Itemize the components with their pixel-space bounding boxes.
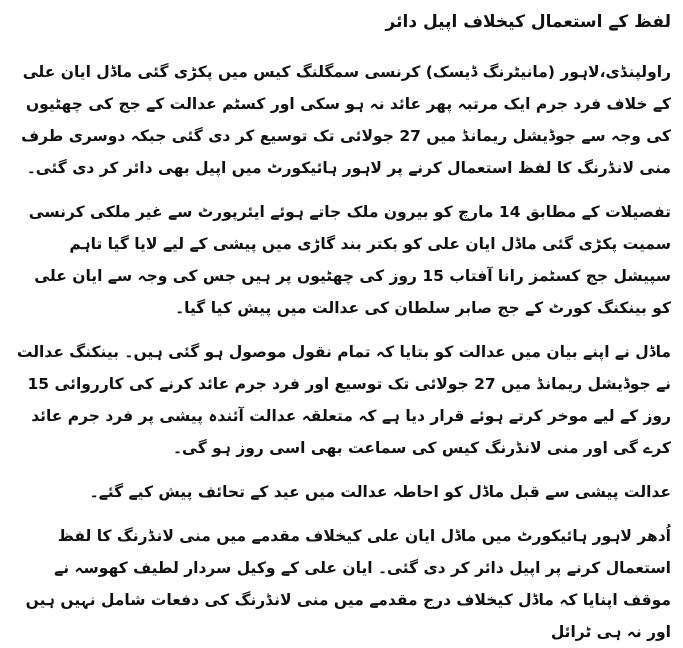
article-paragraph: عدالت پیشی سے قبل ماڈل کو احاطہ عدالت میں عید کے تحائف پیش کیے گئے۔	[89, 483, 671, 501]
article-paragraph: راولپنڈی،لاہور (مانیٹرنگ ڈیسک) کرنسی سمگلنگ کیس میں پکڑی گئی ماڈل ایان علی کے خلاف فرد جرم ایک مرتبہ پھر عائد نہ ہو سکی اور کسٹم عدالت کے جج کی چھٹیوں کی وجہ سے جوڈیشل ریمانڈ میں 27 جولائی تک توسیع کر دی گئی جبکہ دوسری طرف منی لانڈرنگ کا لفظ استعمال کرنے پر لاہور ہائیکورٹ میں اپیل بھی دائر کر دی گئی۔	[21, 63, 671, 177]
article-headline: لفظ کے استعمال کیخلاف اپیل دائر	[385, 12, 671, 32]
article-paragraph: ماڈل نے اپنے بیان میں عدالت کو بتایا کہ تمام نقول موصول ہو گئی ہیں۔ بینکنگ عدالت نے جوڈیشل ریمانڈ میں 27 جولائی تک توسیع اور فرد جرم عائد کرنے کی کارروائی 15 روز کے لیے موخر کرتے ہوئے قرار دیا ہے کہ متعلقہ عدالت آئندہ پیشی پر فرد جرم عائد کرے گی اور منی لانڈرنگ کیس کی سماعت بھی اسی روز ہو گی۔	[16, 343, 671, 457]
article-paragraph: اُدھر لاہور ہائیکورٹ میں ماڈل ایان علی کیخلاف مقدمے میں منی لانڈرنگ کا لفظ استعمال کرنے پر اپیل دائر کر دی گئی۔ ایان علی کے وکیل سردار لطیف کھوسہ نے موقف اپنایا کہ ماڈل کیخلاف درج مقدمے میں منی لانڈرنگ کی دفعات شامل نہیں ہیں اور نہ ہی ٹرائل	[25, 527, 671, 641]
article-paragraph: تفصیلات کے مطابق 14 مارچ کو بیرون ملک جاتے ہوئے ایئرپورٹ سے غیر ملکی کرنسی سمیت پکڑی گئی ماڈل ایان علی کو بکتر بند گاڑی میں پیشی کے لیے لایا گیا تاہم سپیشل جج کسٹمز رانا آفتاب 15 روز کی چھٹیوں پر ہیں جس کی وجہ سے ایان علی کو بینکنگ کورٹ کے جج صابر سلطان کی عدالت میں پیش کیا گیا۔	[28, 203, 671, 317]
